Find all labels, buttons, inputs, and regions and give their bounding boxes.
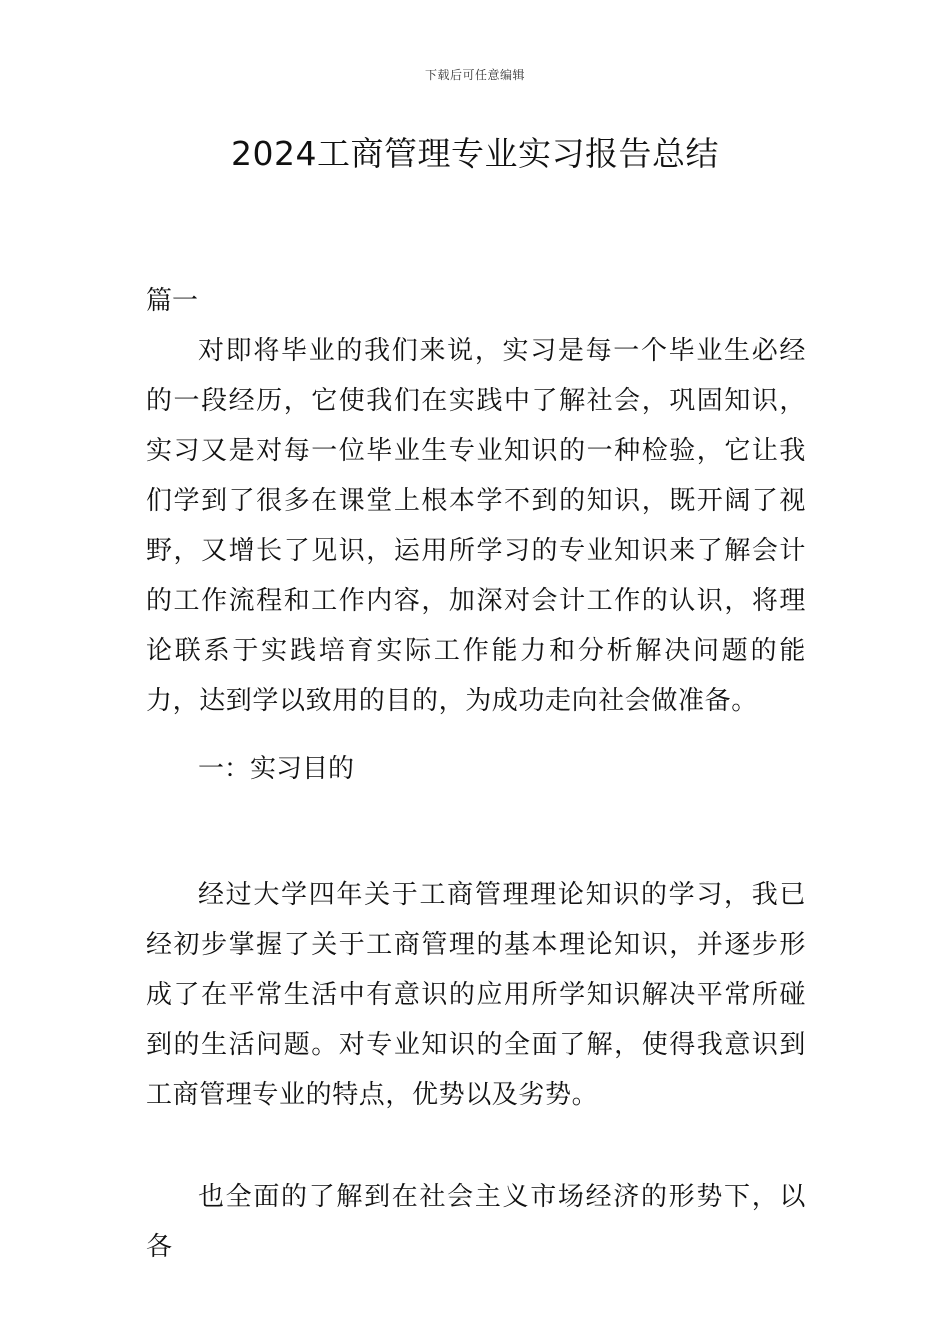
paragraph-study bbox=[146, 870, 806, 1120]
document-title: 2024工商管理专业实习报告总结 bbox=[231, 134, 719, 173]
paragraph-text: 也全面的了解到在社会主义市场经济的形势下，以各 bbox=[146, 1182, 806, 1262]
paragraph-market bbox=[146, 1172, 806, 1272]
paragraph-text: 对即将毕业的我们来说，实习是每一个毕业生必经的一段经历，它使我们在实践中了解社会，巩固知识，实习又是对每一位毕业生专业知识的一种检验，它让我们学到了很多在课堂上根本学不到的知识，既开阔了视野，又增长了见识，运用所学习的专业知识来了解会计的工作流程和工作内容，加深对会计工作的认识，将理论联系于实践培育实际工作能力和分析解决问题的能力，达到学以致用的目的，为成功走向社会做准备。 bbox=[146, 336, 806, 716]
section-label: 篇一 bbox=[146, 286, 199, 316]
header-note: 下载后可任意编辑 bbox=[424, 68, 525, 82]
paragraph-intro bbox=[146, 326, 806, 726]
section-heading: 一：实习目的 bbox=[198, 754, 355, 784]
paragraph-text: 经过大学四年关于工商管理理论知识的学习，我已经初步掌握了关于工商管理的基本理论知识，并逐步形成了在平常生活中有意识的应用所学知识解决平常所碰到的生活问题。对专业知识的全面了解，使得我意识到工商管理专业的特点，优势以及劣势。 bbox=[146, 880, 806, 1110]
